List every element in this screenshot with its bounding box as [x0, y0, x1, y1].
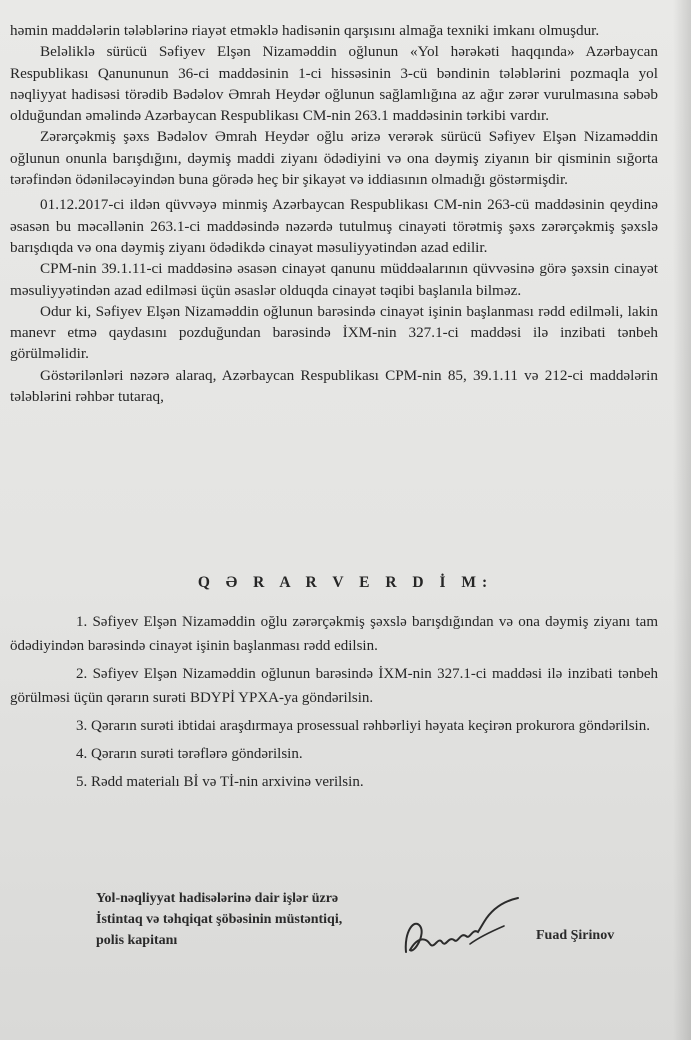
paragraph: Odur ki, Səfiyev Elşən Nizaməddin oğlunun barəsində cinayət işinin başlanması rədd edilməli, lakin manevr etmə qaydasını pozduğundan barəsində İXM-nin 327.1-ci maddəsi ilə inzibati tənbeh görülməlidir.	[10, 302, 658, 363]
paragraph: Göstərilənləri nəzərə alaraq, Azərbaycan Respublikası CPM-nin 85, 39.1.11 və 212-ci maddələrin tələblərini rəhbər tutaraq,	[10, 366, 658, 406]
signer-name: Fuad Şirinov	[536, 928, 615, 943]
handwritten-signature	[400, 892, 525, 964]
decision-item: 4. Qərarın surəti tərəflərə göndərilsin.	[76, 746, 303, 762]
decision-item: 3. Qərarın surəti ibtidai araşdırmaya prosessual rəhbərliyi həyata keçirən prokurora göndərilsin.	[76, 718, 650, 734]
page-edge-shadow	[673, 0, 691, 1040]
paragraph: CPM-nin 39.1.11-ci maddəsinə əsasən cinayət qanunu müddəalarının qüvvəsinə görə şəxsin cinayət məsuliyyətindən azad edilməsi üçün əsaslər olduqda cinayət təqibi başlanıla bilməz.	[10, 260, 658, 299]
document-body	[10, 20, 658, 407]
paragraph: həmin maddələrin tələblərinə riayət etməklə hadisənin qarşısını almağa texniki imkanı olmuşdur.	[10, 22, 600, 39]
decision-item: 2. Səfiyev Elşən Nizaməddin oğlunun barəsində İXM-nin 327.1-ci maddəsi ilə inzibati tənbeh görülməsi üçün qərarın surəti BDYPİ YPXA-ya göndərilsin.	[10, 666, 658, 706]
signatory-title-line: polis kapitanı	[96, 933, 178, 948]
decision-item: 5. Rədd materialı Bİ və Tİ-nin arxivinə verilsin.	[76, 774, 364, 790]
signatory-title-line: İstintaq və təhqiqat şöbəsinin müstəntiqi,	[96, 912, 343, 927]
decision-list	[10, 610, 658, 798]
decision-heading: Q Ə R A R V E R D İ M:	[197, 574, 494, 591]
paragraph: 01.12.2017-ci ildən qüvvəyə minmiş Azərbaycan Respublikası CM-nin 263-cü maddəsinin qeydinə əsasən bu məcəllənin 263.1-ci maddəsində nəzərdə tutulmuş cinayəti törətmiş şəxs zərərçəkmiş şəxslə barışdıqda və ona dəymiş ziyanı ödədikdə cinayət məsuliyyətindən azad edilir.	[10, 196, 658, 256]
signatory-title-line: Yol-nəqliyyat hadisələrinə dair işlər üzrə	[96, 891, 339, 906]
paragraph: Zərərçəkmiş şəxs Bədəlov Əmrah Heydər oğlu ərizə verərək sürücü Səfiyev Elşən Nizaməddin oğlunun onunla barışdığını, dəymiş maddi ziyanı ödədiyini və ona dəymiş ziyanın bir qisminin sığorta tərəfindən ödəniləcəyindən buna görədə heç bir şikayət və iddiasının olmadığı göstərmişdir.	[10, 128, 658, 189]
paragraph: Beləliklə sürücü Səfiyev Elşən Nizaməddin oğlunun «Yol hərəkəti haqqında» Azərbaycan Respublikası Qanununun 36-ci maddəsinin 1-ci hissəsinin 3-cü bəndinin tələblərini pozmaqla yol nəqliyyat hadisəsi törədib Bədəlov Əmrah Heydər oğlunun sağlamlığına az ağır zərər vurulmasına səbəb olduğundan əməlində Azərbaycan Respublikası CM-nin 263.1 maddəsinin tərkibi vardır.	[10, 43, 658, 125]
signatory-title	[96, 888, 396, 951]
decision-item: 1. Səfiyev Elşən Nizaməddin oğlu zərərçəkmiş şəxslə barışdığından və ona dəymiş ziyanı tam ödədiyindən barəsində cinayət işinin başlanması rədd edilsin.	[10, 614, 658, 654]
